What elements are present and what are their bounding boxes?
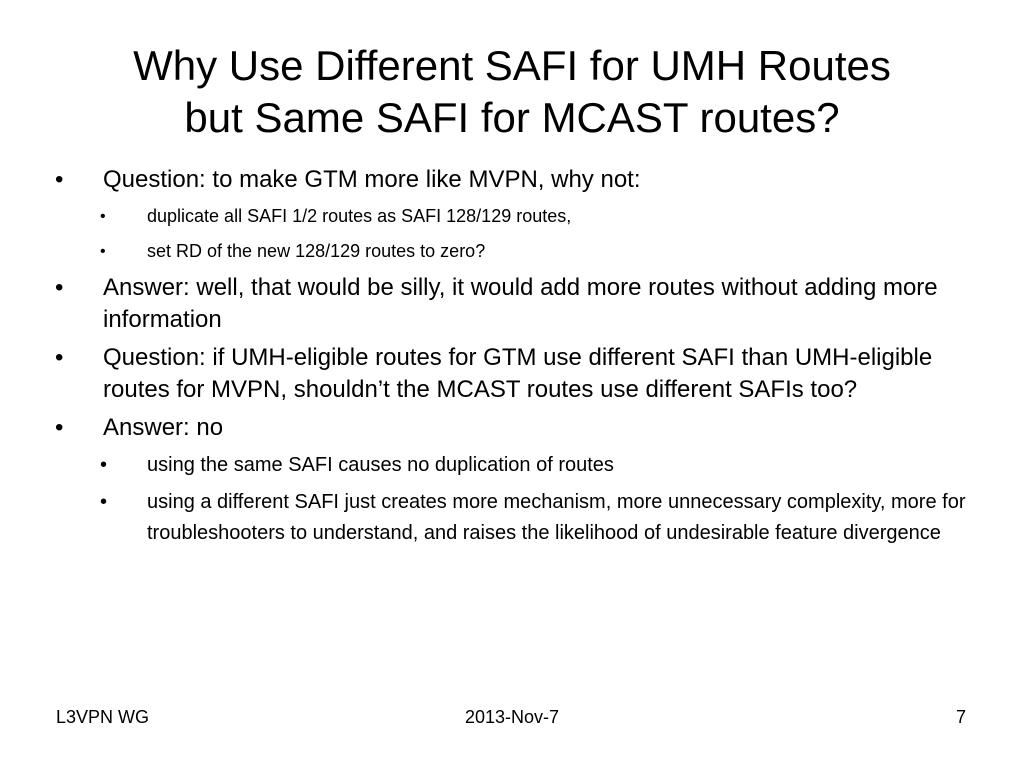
sub-bullet-text: using the same SAFI causes no duplication of routes	[147, 454, 614, 476]
bullet-item	[0, 164, 1024, 196]
bullet-icon: •	[55, 166, 64, 193]
bullet-icon: •	[55, 344, 64, 371]
bullet-icon: •	[100, 243, 106, 260]
bullet-text: Answer: no	[103, 414, 224, 441]
bullet-icon: •	[100, 454, 108, 476]
footer-group-name: L3VPN WG	[56, 707, 150, 727]
bullet-item	[0, 272, 1024, 336]
bullet-item	[0, 412, 1024, 444]
bullet-icon: •	[100, 491, 108, 513]
bullet-icon: •	[55, 274, 64, 301]
sub-bullet-item	[0, 487, 1024, 549]
slide-title-line-1: Why Use Different SAFI for UMH Routes	[133, 42, 891, 89]
sub-bullet-item	[0, 237, 1024, 266]
footer-date: 2013-Nov-7	[464, 707, 560, 727]
bullet-icon: •	[100, 208, 106, 225]
slide-title	[40, 40, 984, 144]
sub-bullet-item	[0, 450, 1024, 481]
bullet-text: Question: to make GTM more like MVPN, why not:	[103, 166, 641, 193]
sub-bullet-text: using a different SAFI just creates more mechanism, more unnecessary complexity, more for troubleshooters to understand, and raises the likelihood of undesirable feature divergence	[147, 491, 966, 544]
footer-page-number: 7	[955, 707, 966, 727]
bullet-text: Answer: well, that would be silly, it would add more routes without adding more information	[103, 274, 938, 333]
slide-title-line-2: but Same SAFI for MCAST routes?	[184, 94, 840, 141]
bullet-item	[0, 342, 1024, 406]
sub-bullet-item	[0, 202, 1024, 231]
sub-bullet-text: duplicate all SAFI 1/2 routes as SAFI 128/129 routes,	[147, 206, 572, 226]
bullet-icon: •	[55, 414, 64, 441]
bullet-text: Question: if UMH-eligible routes for GTM use different SAFI than UMH-eligible routes for MVPN, shouldn’t the MCAST routes use different SAFIs too?	[103, 344, 933, 403]
slide-body	[0, 164, 1024, 555]
sub-bullet-text: set RD of the new 128/129 routes to zero?	[147, 241, 486, 261]
